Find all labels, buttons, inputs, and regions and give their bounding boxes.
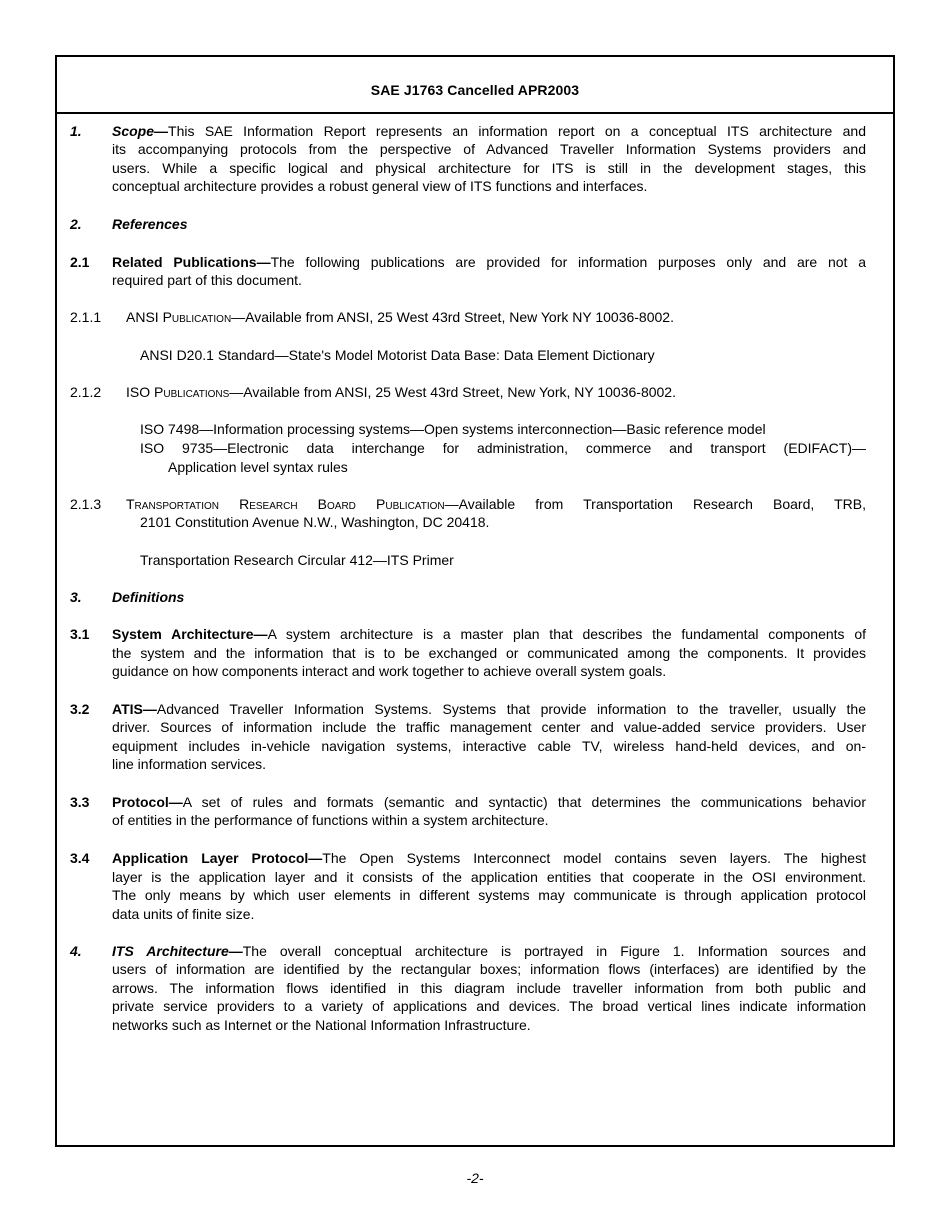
section-number-2-1: 2.1 [70, 254, 90, 270]
section-3-4-title: Application Layer Protocol— [112, 850, 323, 866]
section-3-4-text: The Open Systems Interconnect model contains seven layers. The highest [322, 850, 866, 866]
section-3-1-line-3: guidance on how components interact and work together to achieve overall system goals. [112, 663, 667, 679]
section-1-line-2: its accompanying protocols from the perspective of Advanced Traveller Information Systems providers and [112, 141, 866, 157]
section-3-title: Definitions [112, 589, 185, 605]
section-4-text: The overall conceptual architecture is portrayed in Figure 1. Information sources and [242, 943, 867, 959]
section-2-title: References [112, 216, 188, 232]
section-number-3-1: 3.1 [70, 626, 90, 642]
section-4-line-2: users of information are identified by the rectangular boxes; information flows (interfaces) are identified by the [112, 961, 866, 977]
section-2-1-3-line-2: 2101 Constitution Avenue N.W., Washington, DC 20418. [140, 514, 490, 530]
section-number-3-4: 3.4 [70, 850, 90, 866]
reference-ansi-d20-1: ANSI D20.1 Standard—State's Model Motorist Data Base: Data Element Dictionary [140, 347, 655, 363]
section-3-2-line-4: line information services. [112, 756, 267, 772]
section-1-line-1 [112, 122, 866, 140]
section-2-1-3-heading: Transportation Research Board Publication [126, 496, 445, 512]
reference-iso-9735: ISO 9735—Electronic data interchange for administration, commerce and transport (EDIFACT)— [140, 440, 866, 456]
reference-trb-circular-412: Transportation Research Circular 412—ITS Primer [140, 552, 454, 568]
section-2-1-3-line-1 [126, 495, 866, 513]
section-2-1-2-heading: ISO Publications [126, 384, 230, 400]
section-3-4-line-1 [112, 849, 866, 867]
section-number-2-1-2: 2.1.2 [70, 384, 102, 400]
section-4-line-3: arrows. The information flows identified in this diagram include traveller information from both public and [112, 980, 866, 996]
section-2-1-1-line [126, 308, 674, 326]
section-2-1-2-text: —Available from ANSI, 25 West 43rd Street, New York, NY 10036-8002. [229, 384, 676, 400]
section-number-2-1-1: 2.1.1 [70, 309, 102, 325]
section-3-4-line-3: The only means by which user elements in different systems may communicate is through application protocol [112, 887, 866, 903]
section-number-2: 2. [70, 216, 82, 232]
section-number-3: 3. [70, 589, 82, 605]
header-band [57, 57, 893, 114]
section-4-line-4: private service providers to a variety of applications and devices. The broad vertical lines indicate information [112, 998, 866, 1014]
section-4-line-1 [112, 942, 866, 960]
section-number-1: 1. [70, 123, 82, 139]
reference-iso-7498: ISO 7498—Information processing systems—Open systems interconnection—Basic reference model [140, 421, 766, 437]
section-2-1-line-2: required part of this document. [112, 272, 302, 288]
section-3-3-line-2: of entities in the performance of functions within a system architecture. [112, 812, 549, 828]
page-number: -2- [466, 1170, 484, 1186]
section-3-2-line-3: equipment includes in-vehicle navigation systems, interactive cable TV, wireless hand-held devices, and on- [112, 738, 866, 754]
section-2-1-text: The following publications are provided for information purposes only and are not a [270, 254, 866, 270]
section-3-3-title: Protocol— [112, 794, 183, 810]
section-3-2-line-2: driver. Sources of information include the traffic management center and value-added service providers. User [112, 719, 866, 735]
reference-iso-9735-cont: Application level syntax rules [168, 459, 348, 475]
section-3-2-text: Advanced Traveller Information Systems. Systems that provide information to the traveller, usually the [156, 701, 866, 717]
section-3-3-line-1 [112, 793, 866, 811]
section-2-1-2-line [126, 383, 676, 401]
section-1-line-3: users. While a specific logical and physical architecture for ITS is still in the development stages, this [112, 160, 866, 176]
section-2-1-1-heading: ANSI Publication [126, 309, 232, 325]
section-3-1-text: A system architecture is a master plan that describes the fundamental components of [267, 626, 866, 642]
section-number-3-2: 3.2 [70, 701, 90, 717]
section-4-line-5: networks such as Internet or the National Information Infrastructure. [112, 1017, 531, 1033]
section-2-1-3-text: —Available from Transportation Research Board, TRB, [444, 496, 866, 512]
section-number-2-1-3: 2.1.3 [70, 496, 102, 512]
section-3-4-line-2: layer is the application layer and it consists of the application entities that cooperate in the OSI environment. [112, 869, 866, 885]
section-3-1-line-1 [112, 625, 866, 643]
section-4-title: ITS Architecture— [112, 943, 243, 959]
section-3-2-title: ATIS— [112, 701, 157, 717]
section-2-1-1-text: —Available from ANSI, 25 West 43rd Street, New York NY 10036-8002. [231, 309, 674, 325]
section-3-3-text: A set of rules and formats (semantic and syntactic) that determines the communications behavior [182, 794, 866, 810]
section-number-4: 4. [70, 943, 82, 959]
section-1-title: Scope— [112, 123, 169, 139]
section-2-1-line-1 [112, 253, 866, 271]
section-3-1-title: System Architecture— [112, 626, 268, 642]
section-1-text: This SAE Information Report represents an information report on a conceptual ITS architecture and [168, 123, 866, 139]
section-3-1-line-2: the system and the information that is to be exchanged or communicated among the components. It provides [112, 645, 866, 661]
section-3-2-line-1 [112, 700, 866, 718]
section-3-4-line-4: data units of finite size. [112, 906, 255, 922]
section-number-3-3: 3.3 [70, 794, 90, 810]
section-1-line-4: conceptual architecture provides a robust general view of ITS functions and interfaces. [112, 178, 648, 194]
section-2-1-title: Related Publications— [112, 254, 271, 270]
document-title: SAE J1763 Cancelled APR2003 [370, 82, 580, 98]
